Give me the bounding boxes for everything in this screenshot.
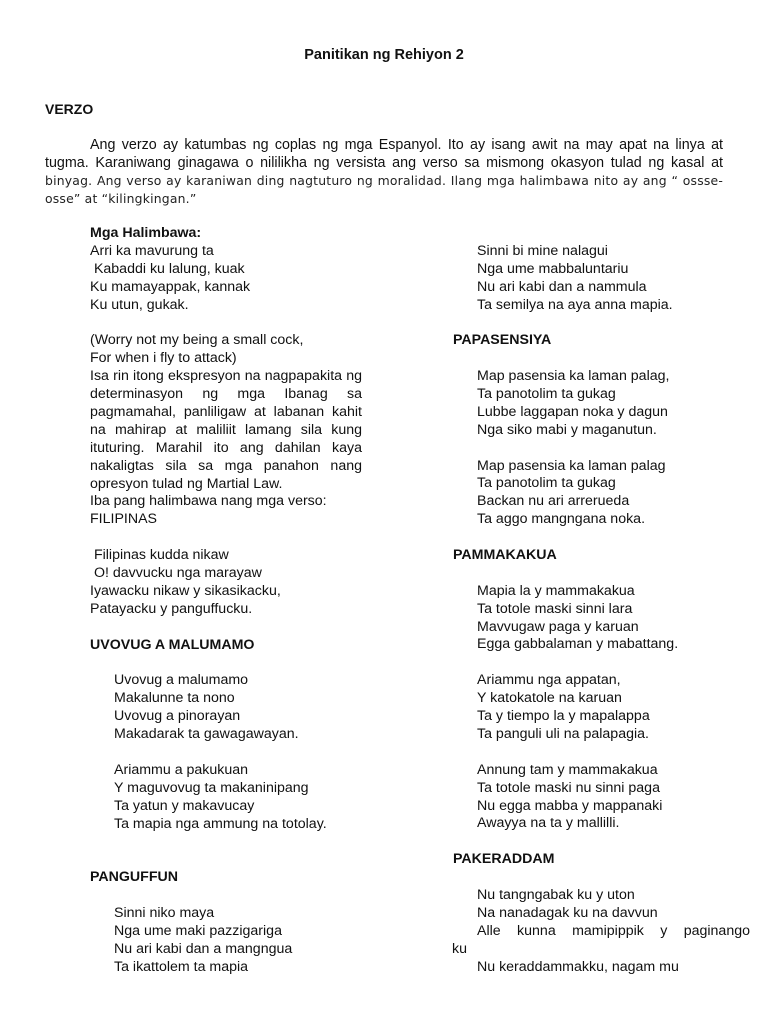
verse-line: Makadarak ta gawagawayan. bbox=[114, 726, 299, 743]
verse-line: Nu egga mabba y mappanaki bbox=[477, 797, 663, 814]
verse-line: Ta ikattolem ta mapia bbox=[114, 958, 249, 975]
intro-paragraph bbox=[45, 136, 723, 208]
translation-line: For when i fly to attack) bbox=[90, 350, 237, 367]
verse-line: Uvovug a malumamo bbox=[114, 672, 249, 689]
verse-line: Ta panotolim ta gukag bbox=[477, 386, 616, 403]
right-column bbox=[453, 225, 750, 976]
verse-line: Ta y tiempo la y mapalappa bbox=[477, 708, 650, 725]
verse-line: Na nanadagak ku na davvun bbox=[477, 904, 658, 921]
pammakakua-stanza-3 bbox=[453, 762, 750, 834]
verse-line: Backan nu ari arrerueda bbox=[477, 493, 630, 510]
verse-line: Map pasensia ka laman palag bbox=[477, 457, 666, 474]
explanation-paragraph: Isa rin itong ekspresyon na nagpapakita ng determinasyon ng mga Ibanag sa pagmamahal, panliligaw at labanan kahit na mahirap at maliliit lamang sila kung ituturing. Marahil ito ang dahilan kaya nakaligtas sila sa mga panahon nang opresyon tulad ng Martial Law. bbox=[90, 368, 362, 492]
verse-line-continuation: ku bbox=[452, 940, 467, 957]
verse-line: Ku mamayappak, kannak bbox=[90, 278, 251, 295]
verse-line: Annung tam y mammakakua bbox=[477, 761, 658, 778]
verse-line: Ta yatun y makavucay bbox=[114, 797, 255, 814]
verse-line: Ku utun, gukak. bbox=[90, 296, 189, 313]
verse-line: Ariammu a pakukuan bbox=[114, 761, 249, 778]
uvovug-heading: UVOVUG A MALUMAMO bbox=[90, 636, 255, 653]
intro-part2: binyag. Ang verso ay karaniwan ding nagtuturo ng moralidad. Ilang mga halimbawa nito ay ang “ ossse-osse” at “kilingkingan.” bbox=[45, 173, 723, 206]
verse-line: Ariammu nga appatan, bbox=[477, 672, 621, 689]
verse-line: Nu ari kabi dan a nammula bbox=[477, 278, 647, 295]
other-examples-label: Iba pang halimbawa nang mga verso: bbox=[90, 493, 327, 510]
pakeraddam-stanza bbox=[453, 887, 750, 923]
papasensiya-stanza-2 bbox=[453, 458, 750, 530]
pammakakua-stanza-1 bbox=[453, 583, 750, 655]
papasensiya-stanza-1 bbox=[453, 368, 750, 440]
verzo-heading: VERZO bbox=[45, 101, 94, 117]
pakeraddam-stanza-end bbox=[453, 959, 750, 977]
verse-line: Ta panotolim ta gukag bbox=[477, 475, 616, 492]
verse-line: Nu tangngabak ku y uton bbox=[477, 886, 635, 903]
uvovug-stanza-2 bbox=[90, 762, 362, 834]
verse-line: Sinni bi mine nalagui bbox=[477, 242, 608, 259]
page-title: Panitikan ng Rehiyon 2 bbox=[304, 47, 464, 63]
verse-line: Ta totole maski nu sinni paga bbox=[477, 779, 660, 796]
continued-stanza bbox=[453, 243, 750, 315]
verse-line: Sinni niko maya bbox=[114, 904, 215, 921]
pammakakua-stanza-2 bbox=[453, 672, 750, 744]
panguffun-stanza bbox=[90, 905, 362, 977]
verse-line: Ta semilya na aya anna mapia. bbox=[477, 296, 673, 313]
verse-line: Nga ume mabbaluntariu bbox=[477, 260, 629, 277]
translation-line: (Worry not my being a small cock, bbox=[90, 332, 304, 349]
verse-line: Nu ari kabi dan a mangngua bbox=[114, 940, 293, 957]
verse-line: O! davvucku nga marayaw bbox=[90, 565, 262, 582]
uvovug-stanza-1 bbox=[90, 672, 362, 744]
left-column bbox=[90, 225, 362, 977]
panguffun-heading: PANGUFFUN bbox=[90, 869, 179, 886]
verse-line: Arri ka mavurung ta bbox=[90, 242, 214, 259]
pammakakua-heading: PAMMAKAKUA bbox=[453, 547, 557, 564]
verse-line: Ta aggo mangngana noka. bbox=[477, 511, 646, 528]
verse-line: Ta mapia nga ammung na totolay. bbox=[114, 815, 327, 832]
intro-part1: Ang verzo ay katumbas ng coplas ng mga Espanyol. Ito ay isang awit na may apat na linya at tugma. Karaniwang ginagawa o nililikha ng versista ang verso sa mismong okasyon tulad ng kasal at bbox=[45, 137, 723, 171]
verse-line: Y maguvovug ta makaninipang bbox=[114, 779, 309, 796]
verse-line: Alle kunna mamipippik y paginango bbox=[477, 922, 750, 939]
verse-line: Iyawacku nikaw y sikasikacku, bbox=[90, 582, 281, 599]
verse-line: Lubbe laggapan noka y dagun bbox=[477, 403, 668, 420]
verse-line: Y katokatole na karuan bbox=[477, 690, 622, 707]
verse-line: Egga gabbalaman y mabattang. bbox=[477, 636, 679, 653]
filipinas-label: FILIPINAS bbox=[90, 511, 158, 528]
verse-line: Uvovug a pinorayan bbox=[114, 708, 241, 725]
papasensiya-heading: PAPASENSIYA bbox=[453, 332, 552, 349]
verse-line: Nga siko mabi y maganutun. bbox=[477, 421, 657, 438]
pakeraddam-heading: PAKERADDAM bbox=[453, 851, 555, 868]
verse-line: Mavvugaw paga y karuan bbox=[477, 618, 639, 635]
verse-line: Ta totole maski sinni lara bbox=[477, 600, 633, 617]
verse-line: Ta panguli uli na palapagia. bbox=[477, 725, 649, 742]
verse-line: Nga ume maki pazzigariga bbox=[114, 922, 282, 939]
examples-heading: Mga Halimbawa: bbox=[90, 225, 202, 241]
verse-line: Filipinas kudda nikaw bbox=[90, 547, 229, 564]
verse-line: Kabaddi ku lalung, kuak bbox=[90, 260, 245, 277]
intro-indent bbox=[45, 137, 90, 153]
verse-line: Nu keraddammakku, nagam mu bbox=[477, 958, 679, 975]
verse-line: Patayacku y panguffucku. bbox=[90, 600, 253, 617]
verse-line: Mapia la y mammakakua bbox=[477, 582, 635, 599]
wrapped-verse-line bbox=[453, 923, 750, 959]
verse-line: Map pasensia ka laman palag, bbox=[477, 368, 670, 385]
verse-line: Awayya na ta y mallilli. bbox=[477, 815, 620, 832]
verse-line: Makalunne ta nono bbox=[114, 690, 235, 707]
